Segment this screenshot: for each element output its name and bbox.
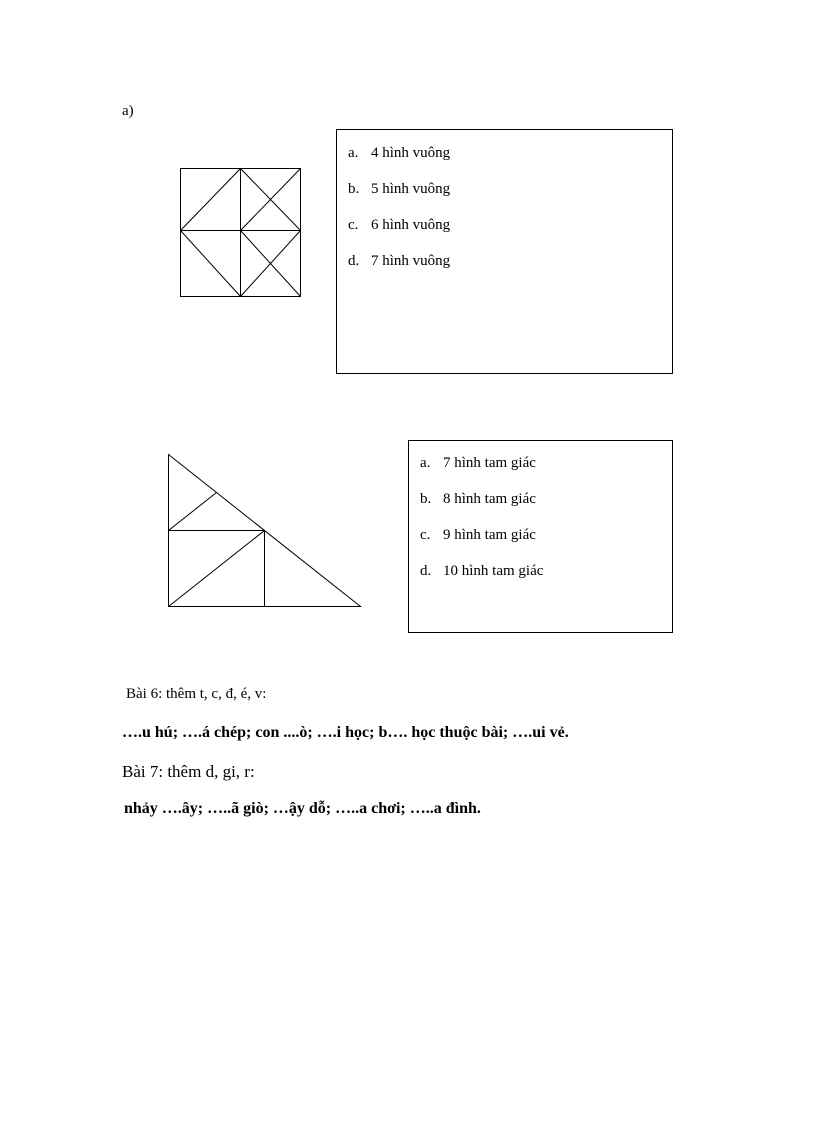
triangles-figure	[165, 451, 365, 611]
bai6-exercise: ….u hú; ….á chép; con ....ò; ….i học; b…. học thuộc bài; ….ui vẻ.	[122, 724, 569, 741]
square-option-b: b. 5 hình vuông	[348, 181, 451, 197]
square-option-c: c. 6 hình vuông	[348, 217, 451, 233]
part-label: a)	[122, 103, 134, 119]
square-option-a: a. 4 hình vuông	[348, 145, 451, 161]
bai7-exercise: nhảy ….ây; …..ã giò; …ậy dỗ; …..a chơi; …..a đình.	[124, 800, 481, 817]
square-options-box	[336, 129, 673, 374]
bai6-title: Bài 6: thêm t, c, đ, é, v:	[126, 686, 267, 702]
squares-figure	[178, 166, 304, 300]
triangle-option-a: a. 7 hình tam giác	[420, 455, 536, 471]
triangle-option-c: c. 9 hình tam giác	[420, 527, 536, 543]
triangle-options-box	[408, 440, 673, 633]
triangle-option-d: d. 10 hình tam giác	[420, 563, 544, 579]
triangle-option-b: b. 8 hình tam giác	[420, 491, 536, 507]
bai7-title: Bài 7: thêm d, gi, r:	[122, 762, 255, 781]
square-option-d: d. 7 hình vuông	[348, 253, 451, 269]
